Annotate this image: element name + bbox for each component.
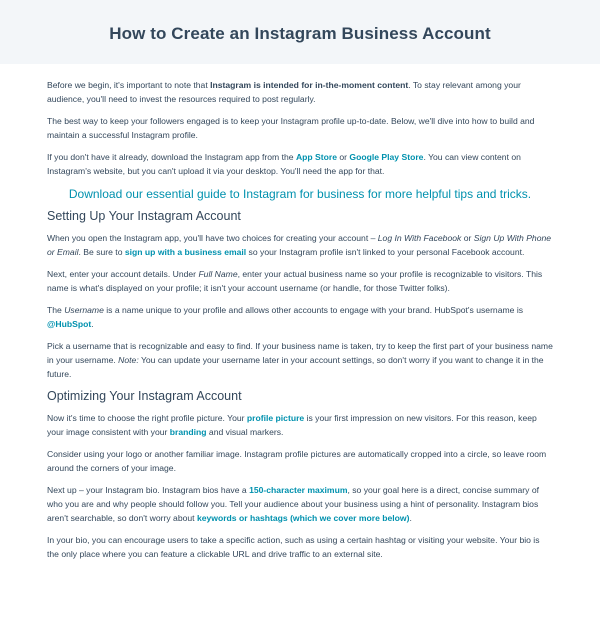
setup-paragraph-1: When you open the Instagram app, you'll have two choices for creating your account – Log In With Facebook or Sign Up With Phone or Email. Be sure to sign up with a business email so your Instagram profile isn't linked to your personal Facebook account.: [47, 233, 552, 257]
optimize-paragraph-4: In your bio, you can encourage users to take a specific action, such as using a certain hashtag or visiting your website. Your bio is the only place where you can feature a clickable URL and drive traffic to an external site.: [47, 535, 540, 559]
branding-link[interactable]: branding: [169, 427, 207, 437]
google-play-link[interactable]: Google Play Store: [349, 152, 424, 162]
section-heading-optimize: Optimizing Your Instagram Account: [47, 389, 242, 403]
profile-picture-link[interactable]: profile picture: [246, 413, 305, 423]
article-header: [0, 0, 600, 64]
app-store-link[interactable]: App Store: [295, 152, 337, 162]
business-email-link[interactable]: sign up with a business email: [124, 247, 247, 257]
section-heading-setup: Setting Up Your Instagram Account: [47, 209, 241, 223]
keywords-hashtags-link[interactable]: keywords or hashtags (which we cover more below): [196, 513, 410, 523]
intro-paragraph-3: If you don't have it already, download the Instagram app from the App Store or Google Play Store. You can view content on Instagram's website, but you can't upload it via your desktop. You'll need the app for that.: [47, 152, 521, 176]
character-maximum-link[interactable]: 150-character maximum: [249, 485, 348, 495]
setup-paragraph-2: Next, enter your account details. Under Full Name, enter your actual business name so your profile is recognizable to visitors. This name is what's displayed on your profile; it isn't your account username (or handle, for those Twitter folks).: [47, 269, 543, 293]
intro-emphasis: Instagram is intended for in-the-moment content: [210, 80, 409, 90]
guide-download-link[interactable]: Download our essential guide to Instagram for business for more helpful tips and tricks.: [68, 187, 532, 201]
optimize-paragraph-1: Now it's time to choose the right profile picture. Your profile picture is your first impression on new visitors. For this reason, keep your image consistent with your branding and visual markers.: [47, 413, 537, 437]
optimize-paragraph-2: Consider using your logo or another familiar image. Instagram profile pictures are automatically cropped into a circle, so leave room around the corners of your image.: [47, 449, 547, 473]
setup-paragraph-3: The Username is a name unique to your profile and allows other accounts to engage with your brand. HubSpot's username is @HubSpot.: [47, 305, 524, 329]
optimize-paragraph-3: Next up – your Instagram bio. Instagram bios have a 150-character maximum, so your goal here is a direct, concise summary of who you are and why people should follow you. Tell your audience about your business using a hint of personality. Instagram bios aren't searchable, so don't worry about keywords or hashtags (which we cover more below).: [47, 485, 539, 523]
intro-paragraph-1: Before we begin, it's important to note that Instagram is intended for in-the-moment content. To stay relevant among your audience, you'll need to invest the resources required to post regularly.: [47, 80, 521, 104]
setup-paragraph-4: Pick a username that is recognizable and easy to find. If your business name is taken, try to keep the first part of your business name in your username. Note: You can update your username later in your account settings, so don't worry if you want to change it in the future.: [47, 341, 553, 379]
intro-paragraph-2: The best way to keep your followers engaged is to keep your Instagram profile up-to-date. Below, we'll dive into how to build and maintain a successful Instagram profile.: [47, 116, 535, 140]
article-body: [0, 64, 600, 561]
hubspot-handle-link[interactable]: @HubSpot: [47, 319, 92, 329]
page-title: How to Create an Instagram Business Account: [109, 24, 491, 43]
